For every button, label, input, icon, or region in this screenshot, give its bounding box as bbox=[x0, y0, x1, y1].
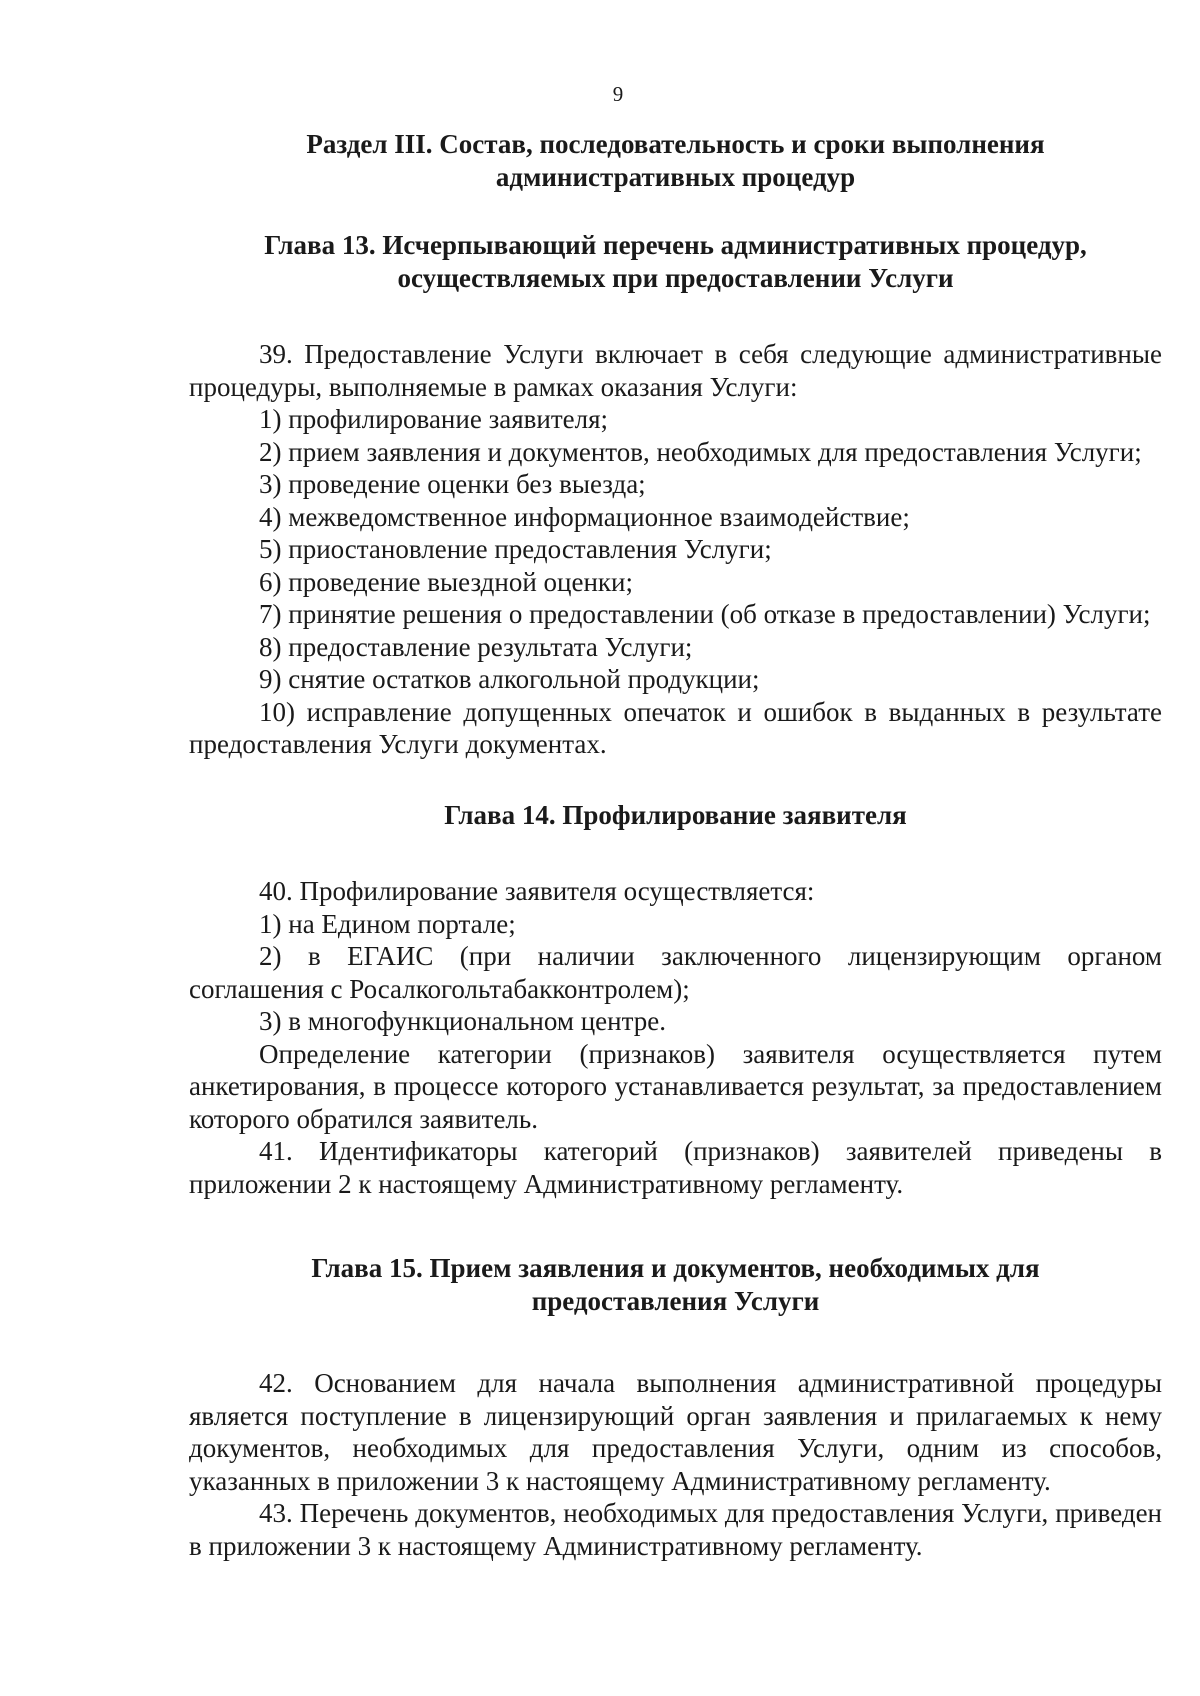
list-item-6: 6) проведение выездной оценки; bbox=[259, 566, 633, 597]
chapter-14-title: Глава 14. Профилирование заявителя bbox=[444, 799, 907, 830]
paragraph-41: 41. Идентификаторы категорий (признаков) заявителей приведены в приложении 2 к настоящему Административному регламенту. bbox=[189, 1136, 1162, 1199]
list-item-10: 10) исправление допущенных опечаток и ошибок в выданных в результате предоставления Услуги документах. bbox=[189, 696, 1162, 759]
chapter-13-title-line-2: осуществляемых при предоставлении Услуги bbox=[397, 262, 954, 293]
chapter-15-title-line-1: Глава 15. Прием заявления и документов, необходимых для bbox=[311, 1253, 1040, 1283]
chapter-13-title bbox=[189, 229, 1162, 294]
chapter-15-body bbox=[189, 1367, 1162, 1562]
list-item-1: 1) на Едином портале; bbox=[259, 908, 516, 939]
paragraph-40: 40. Профилирование заявителя осуществляется: bbox=[259, 876, 815, 906]
section-title bbox=[189, 128, 1162, 193]
chapter-14-body bbox=[189, 875, 1162, 1200]
list-item-2: 2) в ЕГАИС (при наличии заключенного лицензирующим органом соглашения с Росалкогольтабакконтролем); bbox=[189, 941, 1162, 1004]
list-item-3: 3) в многофункциональном центре. bbox=[259, 1006, 666, 1036]
list-item-3: 3) проведение оценки без выезда; bbox=[259, 469, 646, 499]
paragraph-39: 39. Предоставление Услуги включает в себя следующие административные процедуры, выполняемые в рамках оказания Услуги: bbox=[189, 339, 1162, 402]
list-item-7: 7) принятие решения о предоставлении (об отказе в предоставлении) Услуги; bbox=[259, 599, 1151, 629]
list-item-1: 1) профилирование заявителя; bbox=[259, 404, 609, 434]
chapter-15-title-line-2: предоставления Услуги bbox=[531, 1285, 820, 1316]
list-item-5: 5) приостановление предоставления Услуги; bbox=[259, 534, 772, 564]
section-title-line-2: административных процедур bbox=[495, 161, 856, 192]
page-number: 9 bbox=[612, 82, 624, 106]
chapter-15-title bbox=[189, 1252, 1162, 1317]
list-item-4: 4) межведомственное информационное взаимодействие; bbox=[259, 501, 910, 532]
list-item-2: 2) прием заявления и документов, необходимых для предоставления Услуги; bbox=[259, 436, 1142, 467]
document-body bbox=[189, 128, 1162, 1562]
list-item-9: 9) снятие остатков алкогольной продукции; bbox=[259, 664, 760, 694]
paragraph-43: 43. Перечень документов, необходимых для предоставления Услуги, приведен в приложении 3 к настоящему Административному регламенту. bbox=[189, 1498, 1162, 1561]
paragraph-42: 42. Основанием для начала выполнения административной процедуры является поступление в лицензирующий орган заявления и прилагаемых к нему документов, необходимых для предоставления Услуги, одним из способов, указанных в приложении 3 к настоящему Административному регламенту. bbox=[189, 1368, 1162, 1496]
chapter-13-body bbox=[189, 338, 1162, 761]
section-title-line-1: Раздел III. Состав, последовательность и сроки выполнения bbox=[306, 129, 1045, 159]
chapter-13-title-line-1: Глава 13. Исчерпывающий перечень административных процедур, bbox=[264, 230, 1087, 260]
paragraph-category: Определение категории (признаков) заявителя осуществляется путем анкетирования, в процессе которого устанавливается результат, за предоставлением которого обратился заявитель. bbox=[189, 1038, 1162, 1134]
list-item-8: 8) предоставление результата Услуги; bbox=[259, 631, 693, 662]
